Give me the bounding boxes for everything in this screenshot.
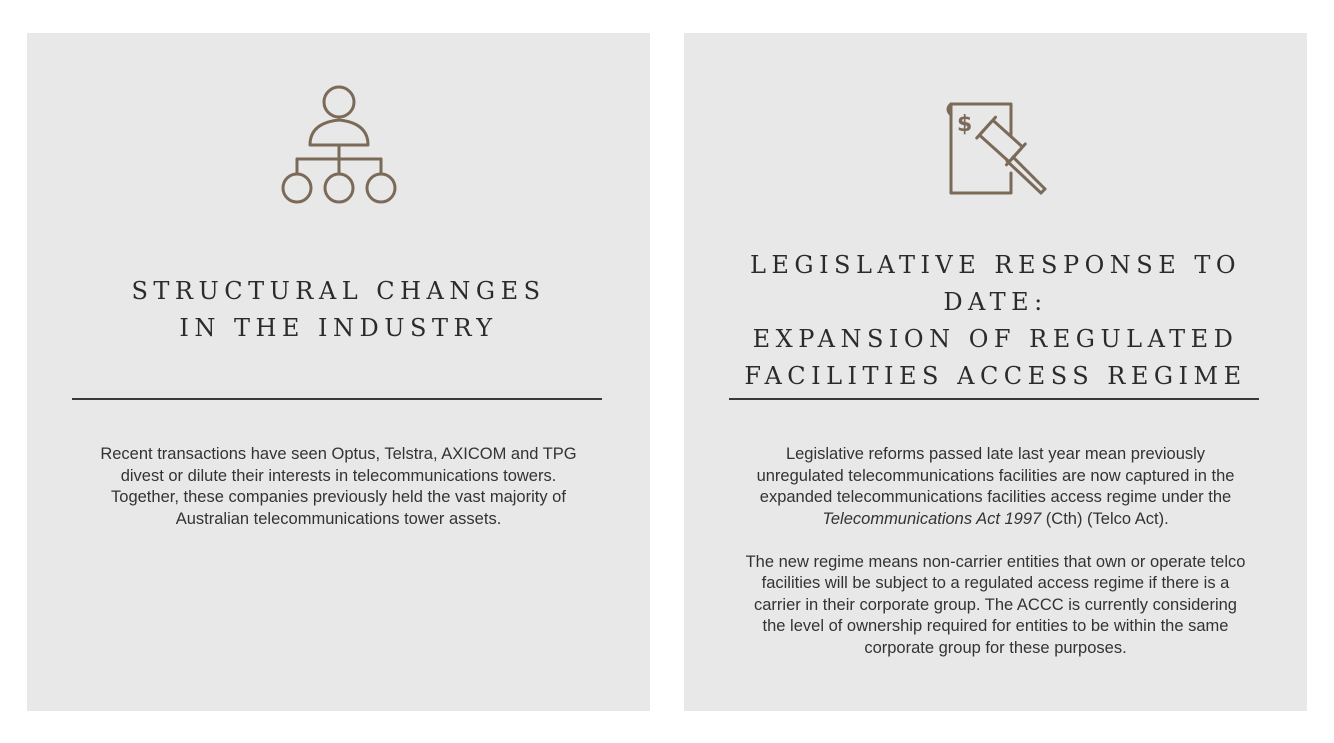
card-body-text [67, 444, 610, 530]
body-line: Together, these companies previously held the vast majority of [111, 488, 566, 506]
legal-gavel-document-icon [941, 101, 1051, 197]
body-line: unregulated telecommunications facilities are now captured in the [756, 466, 1235, 485]
heading-line: LEGISLATIVE RESPONSE TO DATE: [749, 251, 1242, 316]
heading-line: STRUCTURAL CHANGES [131, 277, 546, 305]
divider [72, 398, 602, 400]
card-heading [704, 247, 1287, 395]
card-body-text [724, 444, 1267, 659]
org-chart-icon [279, 83, 399, 207]
body-line: The new regime means non-carrier entities that own or operate telco [745, 552, 1246, 571]
act-suffix: (Cth) (Telco Act). [1041, 509, 1169, 528]
card-heading [47, 273, 630, 347]
body-line: Recent transactions have seen Optus, Telstra, AXICOM and TPG [100, 445, 577, 463]
body-line: expanded telecommunications facilities access regime under the [759, 488, 1232, 506]
divider [729, 398, 1259, 400]
legislative-response-card [684, 33, 1307, 711]
heading-line: IN THE INDUSTRY [179, 314, 498, 342]
dollar-symbol: $ [956, 112, 972, 137]
body-line: Legislative reforms passed late last year mean previously [785, 445, 1206, 463]
paragraph-spacer [724, 530, 1267, 552]
body-line: the level of ownership required for entities to be within the same [762, 617, 1229, 635]
body-line: Australian telecommunications tower assets. [175, 509, 502, 528]
body-line: corporate group for these purposes. [864, 638, 1127, 657]
structural-changes-card [27, 33, 650, 711]
body-line: facilities will be subject to a regulated access regime if there is a [761, 574, 1230, 592]
body-line: divest or dilute their interests in telecommunications towers. [120, 466, 557, 485]
body-line: carrier in their corporate group. The ACCC is currently considering [754, 595, 1237, 614]
body-line [724, 509, 1267, 531]
heading-line: EXPANSION OF REGULATED [752, 325, 1239, 353]
heading-line: FACILITIES ACCESS REGIME [744, 362, 1247, 390]
act-name: Telecommunications Act 1997 [822, 509, 1042, 528]
